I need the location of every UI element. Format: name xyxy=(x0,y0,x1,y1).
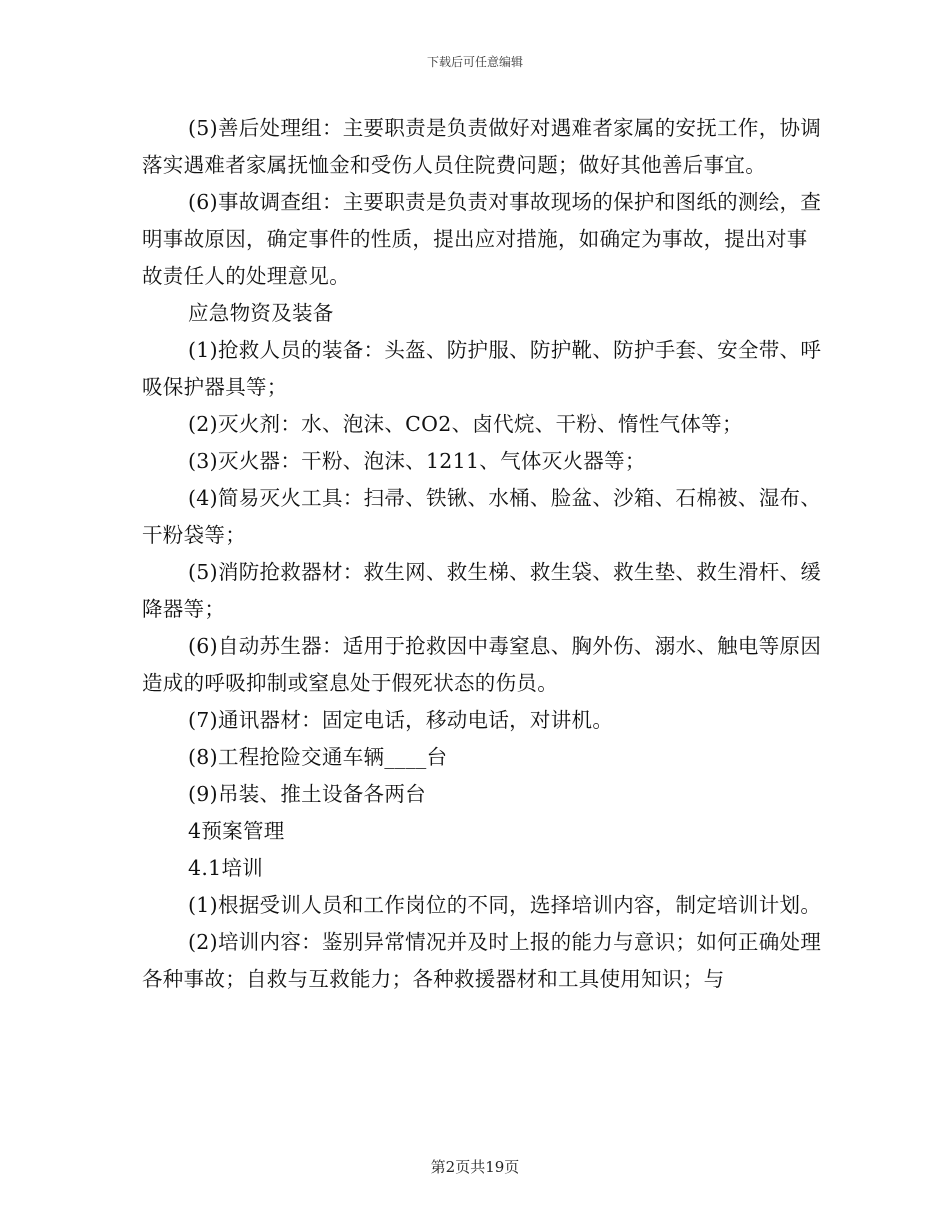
list-item-extinguishing-agents: (2)灭火剂：水、泡沫、CO2、卤代烷、干粉、惰性气体等； xyxy=(188,412,743,436)
list-item-vehicles: (8)工程抢险交通车辆____台 xyxy=(188,745,448,769)
subsection-heading-training: 4.1培训 xyxy=(188,856,264,880)
page-footer: 第2页共19页 xyxy=(430,1158,520,1176)
list-item-rescue-equipment: (1)抢救人员的装备：头盔、防护服、防护靴、防护手套、安全带、呼吸保护器具等； xyxy=(142,338,822,399)
list-item-lifting-equipment: (9)吊装、推土设备各两台 xyxy=(188,782,426,806)
list-item-training-plan: (1)根据受训人员和工作岗位的不同，选择培训内容，制定培训计划。 xyxy=(188,893,822,917)
list-item-fire-rescue-equipment: (5)消防抢救器材：救生网、救生梯、救生袋、救生垫、救生滑杆、缓降器等； xyxy=(142,560,822,621)
list-item-communication: (7)通讯器材：固定电话，移动电话，对讲机。 xyxy=(188,708,614,732)
list-item-training-content: (2)培训内容：鉴别异常情况并及时上报的能力与意识；如何正确处理各种事故；自救与互救能力；各种救援器材和工具使用知识；与 xyxy=(142,930,822,991)
list-item-extinguishers: (3)灭火器：干粉、泡沫、1211、气体灭火器等； xyxy=(188,449,646,473)
page-header: 下载后可任意编辑 xyxy=(426,55,523,69)
list-item-simple-tools: (4)简易灭火工具：扫帚、铁锹、水桶、脸盆、沙箱、石棉被、湿布、干粉袋等； xyxy=(142,486,822,547)
document-body xyxy=(142,110,822,998)
paragraph-investigation-team: (6)事故调查组：主要职责是负责对事故现场的保护和图纸的测绘，查明事故原因，确定事件的性质，提出应对措施，如确定为事故，提出对事故责任人的处理意见。 xyxy=(142,190,822,288)
list-item-resuscitator: (6)自动苏生器：适用于抢救因中毒窒息、胸外伤、溺水、触电等原因造成的呼吸抑制或窒息处于假死状态的伤员。 xyxy=(142,634,822,695)
paragraph-aftermath-team: (5)善后处理组：主要职责是负责做好对遇难者家属的安抚工作，协调落实遇难者家属抚恤金和受伤人员住院费问题；做好其他善后事宜。 xyxy=(142,116,822,177)
section-heading-plan-management: 4预案管理 xyxy=(188,819,285,843)
section-heading-emergency-supplies: 应急物资及装备 xyxy=(188,301,334,325)
